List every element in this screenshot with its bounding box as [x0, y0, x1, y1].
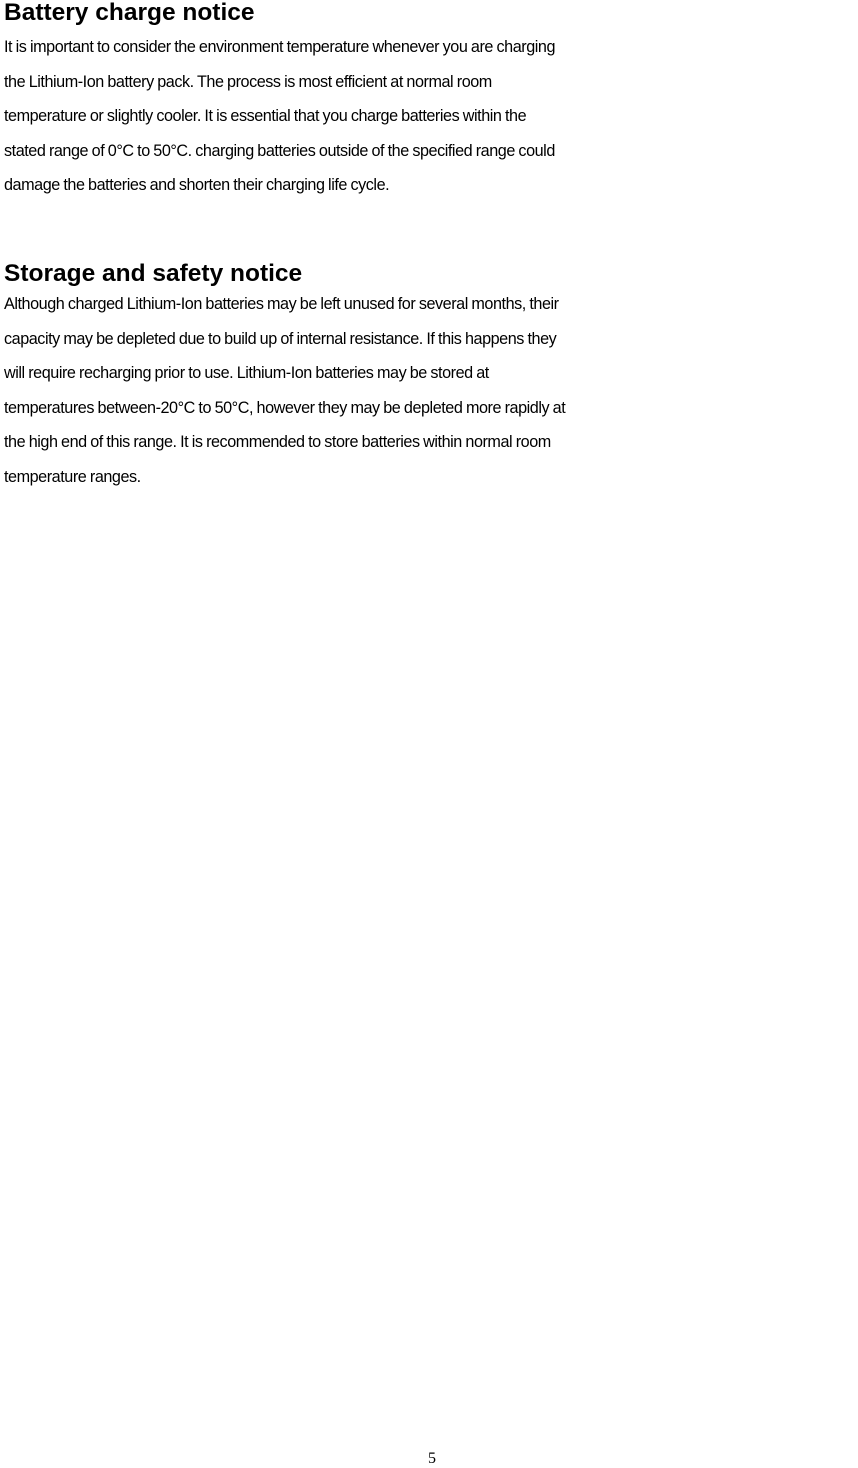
page-number: 5 [428, 1450, 436, 1467]
text-line: It is important to consider the environment temperature whenever you are charging [4, 38, 556, 56]
text-line: damage the batteries and shorten their charging life cycle. [4, 176, 390, 194]
paragraph-battery-charge-notice [4, 30, 856, 203]
text-line: Although charged Lithium-Ion batteries may be left unused for several months, their [4, 295, 559, 313]
text-line: capacity may be depleted due to build up of internal resistance. If this happens they [4, 329, 557, 348]
text-line: temperature or slightly cooler. It is essential that you charge batteries within the [4, 107, 527, 125]
section-heading-battery-charge-notice: Battery charge notice [4, 0, 255, 26]
text-line: temperature ranges. [4, 467, 141, 486]
section-heading-storage-and-safety-notice: Storage and safety notice [4, 260, 303, 287]
text-line: stated range of 0°C to 50°C. charging batteries outside of the specified range could [4, 141, 555, 160]
paragraph-storage-and-safety-notice [4, 287, 856, 494]
text-line: temperatures between-20°C to 50°C, however they may be depleted more rapidly at [4, 398, 566, 417]
text-line: will require recharging prior to use. Lithium-Ion batteries may be stored at [4, 364, 489, 382]
text-line: the high end of this range. It is recommended to store batteries within normal room [4, 433, 551, 451]
text-line: the Lithium-Ion battery pack. The process is most efficient at normal room [4, 72, 492, 91]
